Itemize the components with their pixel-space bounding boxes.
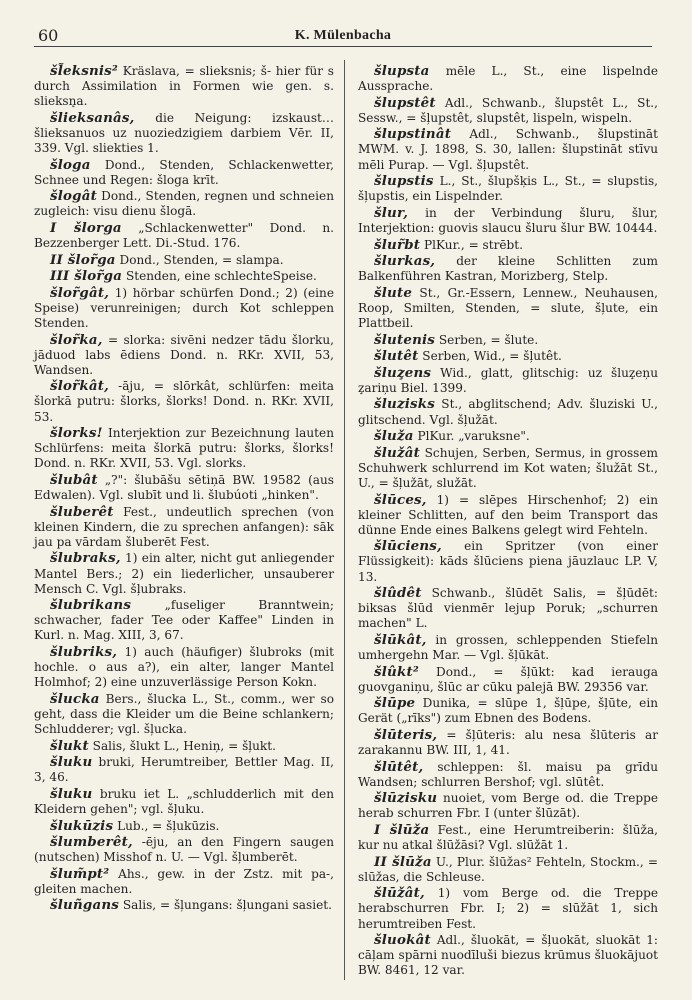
entry-headword: šlucka: [50, 690, 100, 707]
dictionary-entry: [34, 787, 334, 817]
dictionary-entry: [358, 286, 658, 331]
dictionary-entry: [34, 739, 334, 754]
left-column: [34, 64, 334, 915]
entry-headword: šlubât: [50, 471, 98, 488]
entry-headword: šlubriks,: [50, 643, 118, 660]
entry-headword: šluku: [50, 754, 93, 771]
entry-definition: Ahs., gew. in der Zstz. mit pa-, gleiten machen.: [34, 866, 334, 896]
dictionary-entry: [34, 253, 334, 268]
entry-definition: der kleine Schlitten zum Balkenführen Kastran, Morizberg, Stelp.: [358, 254, 658, 284]
entry-headword: šlūzisku: [374, 790, 438, 807]
dictionary-entry: [358, 397, 658, 427]
entry-headword: šlūpe: [374, 695, 416, 712]
dictionary-entry: [34, 426, 334, 471]
entry-headword: šlupstinât: [374, 126, 452, 143]
entry-headword: šloga: [50, 156, 91, 173]
entry-headword: II šlor̃ga: [50, 251, 116, 268]
right-column: [358, 64, 658, 980]
entry-headword: šlūtêt,: [374, 758, 424, 775]
entry-definition: -āju, = slōrkât, schlürfen: meita šlorkā putru: šlorks, šlorks! Dond. n. RKr. XVII, 53.: [34, 379, 334, 424]
dictionary-entry: [34, 111, 334, 156]
dictionary-entry: [34, 898, 334, 913]
dictionary-entry: [358, 333, 658, 348]
entry-headword: šluz̧ens: [374, 364, 432, 381]
entry-headword: šlurkas,: [374, 253, 436, 270]
entry-definition: U., Plur. šlūžas² Fehteln, Stockm., = slūžas, die Schleuse.: [358, 854, 659, 884]
entry-definition: „?": šlubāšu sētiņā BW. 19582 (aus Edwalen). Vgl. slubīt und li. šlubúoti „hinken".: [34, 472, 334, 503]
dictionary-entry: [358, 539, 658, 584]
dictionary-entry: [358, 366, 658, 396]
dictionary-entry: [34, 286, 334, 331]
entry-definition: in grossen, schleppenden Stiefeln umhergehn Mar. — Vgl. šļūkāt.: [358, 632, 658, 662]
dictionary-entry: [34, 867, 334, 897]
entry-definition: Kräslava, = slieksnis; š- hier für s durch Assimilation in Formen wie gen. s. slieksn̨a.: [34, 64, 334, 109]
dictionary-entry: [34, 189, 334, 219]
entry-definition: Dond., Stenden, Schlackenwetter, Schnee und Regen: šloga krīt.: [34, 157, 334, 187]
entry-headword: šlûkt²: [374, 663, 419, 680]
entry-headword: šlieksanâs,: [50, 109, 135, 126]
entry-headword: šluberêt: [50, 503, 114, 520]
entry-headword: šlutêt: [374, 348, 419, 365]
entry-definition: bruki, Herumtreiber, Bettler Mag. II, 3, 46.: [34, 755, 334, 785]
entry-definition: = šļūteris: alu nesa šlūteris ar zarakannu BW. III, 1, 41.: [358, 727, 658, 758]
entry-headword: II šlūža: [374, 853, 432, 870]
entry-definition: ein Spritzer (von einer Flüssigkeit): kāds šlūciens piena jāuzlauc LP. V, 13.: [358, 539, 658, 584]
entry-definition: Dond., = šļūkt: kad ierauga guovganiņu, šlūc ar cūku palejā BW. 29356 var.: [358, 664, 658, 694]
dictionary-entry: [34, 598, 334, 643]
entry-headword: šlūžât,: [374, 885, 425, 902]
entry-definition: Bers., šlucka L., St., comm., wer so geht, dass die Kleider um die Beine schlankern; Schludderer; vgl. šļucka.: [34, 691, 334, 736]
dictionary-entry: [358, 855, 658, 885]
entry-definition: „Schlackenwetter" Dond. n. Bezzenberger Lett. Di.-Stud. 176.: [34, 220, 334, 251]
page-header: [34, 26, 652, 47]
dictionary-entry: [358, 446, 658, 491]
entry-definition: schleppen: šl. maisu pa grīdu Wandsen; schlurren Bershof; vgl. slūtêt.: [358, 759, 658, 789]
entry-headword: šlutenis: [374, 331, 436, 348]
entry-definition: die Neigung: izskaust… šlieksanuos uz nuoziedzigiem darbiem Vēr. II, 339. Vgl. sliekties 1.: [34, 110, 334, 155]
entry-definition: Interjektion zur Bezeichnung lauten Schlürfens: meita šlorkā putru: šlorks, šlorks! Dond. n. RKr. XVII, 53. Vgl. slorks.: [34, 426, 334, 471]
entry-headword: šlūkât,: [374, 631, 427, 648]
dictionary-entry: [34, 692, 334, 737]
dictionary-entry: [34, 221, 334, 251]
dictionary-entry: [34, 333, 334, 378]
dictionary-entry: [358, 254, 658, 284]
entry-headword: šluñgans: [50, 897, 120, 914]
entry-definition: PlKur., = strēbt.: [420, 237, 523, 252]
entry-definition: Schujen, Serben, Sermus, in grossem Schuhwerk schlurrend im Kot waten; šlužāt St., U., = šļužāt, služāt.: [358, 445, 658, 490]
entry-headword: šluzisks: [374, 396, 436, 413]
dictionary-entry: [358, 127, 658, 172]
entry-definition: „fuseliger Branntwein; schwacher, fader Tee oder Kaffee" Linden in Kurl. n. Mag. XIII, 3, 67.: [34, 598, 334, 643]
entry-headword: I šlūža: [374, 822, 430, 838]
dictionary-entry: [358, 174, 658, 204]
entry-definition: Dond., Stenden, = slampa.: [115, 252, 284, 267]
entry-definition: = slorka: sivēni nedzer tādu šlorku, jāduod labs ēdiens Dond. n. RKr. XVII, 53, Wandsen.: [34, 332, 334, 377]
entry-headword: šlubraks,: [50, 550, 121, 567]
entry-definition: mēle L., St., eine lispelnde Aussprache.: [358, 64, 658, 94]
entry-headword: šlur̃bt: [374, 236, 421, 253]
column-divider: [344, 60, 345, 980]
dictionary-entry: [358, 429, 658, 444]
dictionary-entry: [358, 886, 658, 931]
entry-headword: I šlorga: [50, 219, 122, 236]
entry-definition: St., Gr.-Essern, Lennew., Neuhausen, Roop, Smilten, Stenden, = slute, šļute, ein Plattbeil.: [358, 285, 658, 330]
entry-headword: šlumberêt,: [50, 834, 133, 851]
entry-headword: šlor̃kât,: [50, 378, 110, 395]
entry-definition: Lub., = šļukūzis.: [113, 818, 220, 833]
entry-definition: Adl., šluokāt, = šļuokāt, sluokāt 1: cāļam spārni nuodīluši biezus krūmus šluokājuot BW. 8461, 12 var.: [358, 933, 658, 978]
entry-definition: -ēju, an den Fingern saugen (nutschen) Misshof n. U. — Vgl. šļumberēt.: [34, 835, 334, 865]
dictionary-entry: [358, 633, 658, 663]
entry-headword: šlupstis: [374, 173, 434, 190]
dictionary-entry: [358, 823, 658, 853]
dictionary-entry: [358, 96, 658, 126]
entry-headword: šluokât: [374, 932, 431, 949]
dictionary-entry: [358, 728, 658, 758]
dictionary-entry: [34, 269, 334, 284]
entry-headword: šlūces,: [374, 491, 427, 508]
entry-headword: šl̃eksnis²: [50, 63, 118, 79]
entry-headword: šlute: [374, 284, 413, 301]
dictionary-entry: [358, 349, 658, 364]
dictionary-entry: [34, 505, 334, 550]
entry-definition: Adl., Schwanb., šlupstināt MWM. v. J. 1898, S. 30, lallen: šlupstināt stīvu mēli Purap. — Vgl. šļupstêt.: [358, 127, 658, 172]
dictionary-entry: [358, 493, 658, 538]
entry-headword: šlūciens,: [374, 538, 442, 555]
entry-headword: šlûdêt: [374, 585, 422, 602]
entry-definition: Serben, Wid., = šļutêt.: [418, 349, 562, 364]
page-number: 60: [38, 26, 59, 45]
entry-headword: šlupstêt: [374, 94, 436, 111]
entry-headword: šluža: [374, 428, 414, 445]
entry-definition: Dunika, = slūpe 1, šļūpe, šļūte, ein Gerät („rīks") zum Ebnen des Bodens.: [358, 696, 658, 726]
entry-definition: in der Verbindung šluru, šlur, Interjektion: guovis slaucu šluru šlur BW. 10444.: [358, 205, 658, 235]
entry-definition: L., St., šlupšķis L., St., = slupstis, šļupstis, ein Lispelnder.: [358, 174, 658, 204]
dictionary-entry: [358, 586, 658, 631]
entry-headword: šlūteris,: [374, 726, 438, 743]
dictionary-entry: [34, 819, 334, 834]
dictionary-entry: [358, 238, 658, 253]
entry-definition: Adl., Schwanb., šlupstêt L., St., Sessw., = šļupstêt, slupstêt, lispeln, wispeln.: [358, 95, 658, 125]
entry-headword: šlukt: [50, 737, 89, 754]
entry-headword: III šlor̃ga: [50, 268, 123, 285]
dictionary-entry: [34, 551, 334, 596]
dictionary-entry: [358, 760, 658, 790]
entry-definition: Serben, = šlute.: [435, 332, 539, 347]
dictionary-entry: [358, 64, 658, 94]
entry-definition: PlKur. „varuksne".: [413, 429, 530, 444]
dictionary-entry: [34, 835, 334, 865]
entry-headword: šlum̃pt²: [50, 865, 110, 882]
entry-headword: šlor̃gât,: [50, 284, 110, 301]
entry-headword: šlužât: [374, 444, 421, 461]
dictionary-entry: [358, 206, 658, 236]
entry-definition: nuoiet, vom Berge od. die Treppe herab schurren Fbr. I (unter šlūzāt).: [358, 791, 658, 821]
dictionary-entry: [358, 933, 658, 978]
entry-definition: Salis, šlukt L., Heniņ, = šļukt.: [88, 738, 276, 753]
entry-definition: Salis, = šļungans: šļungani sasiet.: [119, 898, 332, 913]
dictionary-entry: [34, 473, 334, 503]
dictionary-entry: [34, 64, 334, 109]
entry-definition: Wid., glatt, glitschig: uz šluz̧eņu z̧ariņu Biel. 1399.: [358, 365, 658, 395]
entry-definition: Dond., Stenden, regnen und schneien zugleich: visu dienu šlogā.: [34, 189, 334, 219]
dictionary-entry: [358, 665, 658, 695]
entry-definition: 1) = slēpes Hirschenhof; 2) ein kleiner Schlitten, auf den beim Transport das dünne Ende eines Balkens gelegt wird Fehteln.: [358, 492, 658, 537]
entry-definition: bruku iet L. „schludderlich mit den Kleidern gehen"; vgl. šļuku.: [34, 786, 334, 816]
dictionary-entry: [34, 379, 334, 424]
entry-headword: šlogât: [50, 188, 97, 205]
entry-headword: šlukūzis: [50, 817, 114, 834]
running-title: K. Mülenbacha: [294, 28, 392, 43]
entry-definition: Fest., eine Herumtreiberin: šlūža, kur nu atkal šlūžāsi? Vgl. slūžāt 1.: [358, 823, 658, 853]
entry-definition: Stenden, eine schlechteSpeise.: [122, 269, 317, 284]
entry-definition: Fest., undeutlich sprechen (von kleinen Kindern, die zu sprechen anfangen): sāk jau pa vārdam šluberēt Fest.: [34, 504, 334, 549]
entry-definition: 1) ein alter, nicht gut anliegender Mantel Bers.; 2) ein liederlicher, unsauberer Mensch C. Vgl. šļubraks.: [34, 551, 334, 596]
entry-headword: šluku: [50, 785, 93, 802]
dictionary-entry: [358, 696, 658, 726]
dictionary-entry: [34, 158, 334, 188]
entry-headword: šlupsta: [374, 63, 430, 79]
entry-definition: 1) hörbar schürfen Dond.; 2) (eine Speise) verunreinigen; durch Kot schleppen Stenden.: [34, 285, 334, 330]
entry-headword: šlubrikans: [50, 597, 132, 614]
entry-headword: šlur,: [374, 204, 409, 221]
dictionary-entry: [358, 791, 658, 821]
entry-headword: šlor̃ka,: [50, 331, 103, 348]
entry-definition: St., abglitschend; Adv. šluziski U., glitschend. Vgl. šļužāt.: [358, 397, 658, 427]
entry-definition: 1) vom Berge od. die Treppe herabschurren Fbr. I; 2) = slūžāt 1, sich herumtreiben Fest.: [358, 886, 658, 931]
entry-definition: 1) auch (häufiger) šlubroks (mit hochle. o aus a?), ein alter, langer Mantel Holmhof; 2) eine unzuverlässige Person Kokn.: [34, 644, 334, 690]
dictionary-entry: [34, 645, 334, 690]
entry-definition: Schwanb., šlūdēt Salis, = šļūdēt: biksas šlūd vienmēr lejup Poruk; „schurren machen" L.: [358, 586, 658, 631]
dictionary-entry: [34, 755, 334, 785]
entry-headword: šlorks!: [50, 425, 103, 442]
